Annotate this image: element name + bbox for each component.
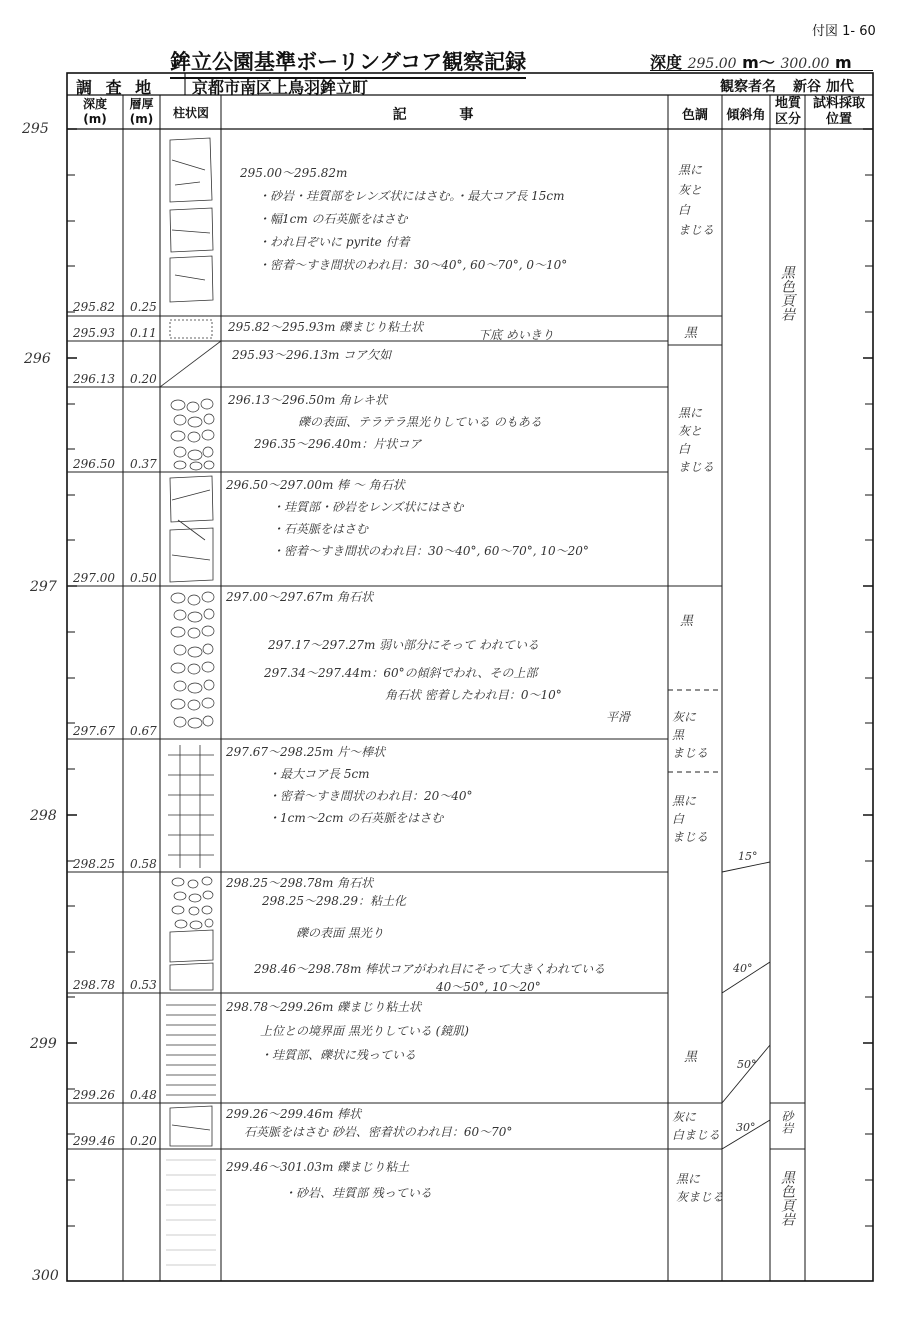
- note-line: ・密着〜すき間状のわれ目：20〜40°: [268, 789, 473, 803]
- note-block: [226, 1105, 512, 1141]
- depth-range-label: 深度: [650, 53, 683, 72]
- layer-depth: 298.25: [73, 857, 115, 871]
- depth-unit-1: m〜: [742, 53, 775, 72]
- site-value: 京都市南区上鳥羽鉾立町: [192, 78, 369, 97]
- header-notes: 記 事: [392, 107, 498, 123]
- layer-thick: 0.20: [130, 372, 157, 386]
- note-line: 299.46〜301.03m 礫まじり粘土: [226, 1160, 410, 1174]
- layer-depth: 298.78: [73, 978, 115, 992]
- note-line: 296.50〜297.00m 棒 〜 角石状: [226, 478, 405, 492]
- scale-label: 295: [22, 121, 49, 137]
- header-thickness: 層厚 (m): [129, 97, 154, 126]
- color-tone: 黒: [684, 1050, 698, 1065]
- note-block: [226, 1154, 432, 1206]
- depth-from: 295.00: [687, 56, 737, 72]
- note-block: [226, 741, 473, 829]
- layer-thick: 0.20: [130, 1134, 157, 1148]
- geology-unit: 砂岩: [780, 1110, 794, 1134]
- layer-thick: 0.48: [130, 1088, 157, 1102]
- header-sample: 試料採取 位置: [812, 96, 865, 127]
- note-line: ・珪質部、礫状に残っている: [260, 1048, 417, 1062]
- observer-label: 観察者名: [720, 79, 776, 95]
- color-tone: [678, 160, 714, 240]
- note-line: 下底 めいきり: [478, 328, 554, 342]
- color-tone: [672, 792, 708, 846]
- dip-label: 15°: [738, 850, 758, 863]
- note-line: 上位との境界面 黒光りしている (鏡肌): [260, 1024, 469, 1038]
- note-block: [226, 474, 589, 562]
- dip-label: 40°: [733, 962, 753, 975]
- depth-scale: [21, 121, 59, 1284]
- note-line: 298.25〜298.29：粘土化: [262, 894, 406, 908]
- page-reference: 付図 1- 60: [812, 24, 876, 39]
- note-line: 296.13〜296.50m 角レキ状: [228, 393, 388, 407]
- scale-label: 299: [30, 1036, 57, 1052]
- note-line: 礫の表面 黒光り: [296, 926, 384, 940]
- note-line: 299.26〜299.46m 棒状: [226, 1107, 362, 1121]
- color-line: 灰と: [678, 424, 703, 438]
- color-line: 白: [678, 442, 691, 456]
- note-line: ・密着〜すき間状のわれ目：30〜40°, 60〜70°, 0〜10°: [258, 258, 568, 272]
- note-block: [240, 162, 567, 277]
- dip-values: [732, 850, 758, 1134]
- layer-thick: 0.50: [130, 571, 157, 585]
- note-line: ・1cm〜2cm の石英脈をはさむ: [268, 811, 444, 825]
- site-label: 調 査 地: [76, 78, 156, 97]
- note-line: 297.17〜297.27m 弱い部分にそって われている: [268, 638, 539, 652]
- geology-unit: 黒色頁岩: [779, 1170, 795, 1226]
- layer-depth: 295.82: [73, 300, 115, 314]
- note-line: ・珪質部・砂岩をレンズ状にはさむ: [272, 500, 464, 514]
- layer-depth: 295.93: [73, 326, 115, 340]
- color-line: まじる: [672, 830, 709, 844]
- color-line: 黒: [672, 728, 685, 742]
- color-line: 白: [672, 812, 685, 826]
- color-line: 白: [678, 203, 691, 217]
- color-line: 灰に: [672, 1110, 697, 1124]
- dip-label: 50°: [737, 1058, 757, 1071]
- note-line: 295.00〜295.82m: [240, 166, 348, 180]
- note-line: 平滑: [606, 710, 631, 724]
- color-tone: [672, 708, 708, 762]
- layer-thick: 0.11: [130, 326, 157, 340]
- scale-label: 297: [30, 579, 57, 595]
- header-geology: 地質 区分: [774, 96, 801, 127]
- color-line: 黒に: [672, 794, 697, 808]
- note-line: ・砂岩、珪質部 残っている: [284, 1186, 432, 1200]
- document-title: 鉾立公園基準ボーリングコア観察記録: [170, 46, 526, 79]
- header-column: 柱状図: [172, 106, 209, 120]
- color-line: 黒に: [678, 406, 703, 420]
- layer-thick: 0.58: [130, 857, 157, 871]
- scale-label: 298: [30, 808, 57, 824]
- header-dip: 傾斜角: [726, 108, 766, 123]
- layer-thick: 0.53: [130, 978, 157, 992]
- layer-depth: 296.50: [73, 457, 115, 471]
- scale-label: 300: [32, 1268, 59, 1284]
- note-line: 297.67〜298.25m 片〜棒状: [226, 745, 386, 759]
- layer-thick: 0.37: [130, 457, 157, 471]
- note-line: ・密着〜すき間状のわれ目：30〜40°, 60〜70°, 10〜20°: [272, 544, 589, 558]
- note-line: ・われ目ぞいに pyrite 付着: [258, 235, 410, 249]
- note-line: 40〜50°, 10〜20°: [436, 980, 541, 994]
- note-line: 礫の表面、テラテラ黒光りしている のもある: [298, 415, 542, 429]
- note-block: [226, 874, 605, 996]
- color-line: 灰まじる: [676, 1190, 725, 1204]
- layer-depth: 297.67: [73, 724, 115, 738]
- layer-values: [72, 300, 157, 1148]
- color-line: 白まじる: [672, 1128, 721, 1142]
- layer-thick: 0.67: [130, 724, 157, 738]
- depth-unit-2: m: [835, 53, 852, 72]
- layer-depth: 297.00: [73, 571, 115, 585]
- note-line: 298.78〜299.26m 礫まじり粘土状: [226, 1000, 422, 1014]
- color-tone: 黒: [684, 326, 698, 341]
- note-line: 295.82〜295.93m 礫まじり粘土状: [228, 320, 424, 334]
- note-line: 298.46〜298.78m 棒状コアがわれ目にそって大きくわれている: [254, 962, 606, 976]
- color-line: 灰と: [678, 183, 703, 197]
- color-line: まじる: [672, 746, 709, 760]
- scale-label: 296: [24, 351, 51, 367]
- color-line: 黒に: [678, 163, 703, 177]
- core-column-drawing: [160, 138, 221, 1265]
- note-line: ・幅1cm の石英脈をはさむ: [258, 212, 408, 226]
- note-line: 角石状 密着したわれ目：0〜10°: [385, 688, 562, 702]
- note-line: 石英脈をはさむ 砂岩、密着状のわれ目：60〜70°: [244, 1125, 513, 1139]
- note-line: ・最大コア長 5cm: [268, 767, 370, 781]
- color-line: 灰に: [672, 710, 697, 724]
- note-line: 298.25〜298.78m 角石状: [226, 876, 374, 890]
- color-tone: [672, 1108, 720, 1144]
- note-line: 297.00〜297.67m 角石状: [226, 590, 374, 604]
- layer-depth: 299.46: [73, 1134, 115, 1148]
- geology-unit: 黒色頁岩: [779, 265, 795, 321]
- note-line: ・砂岩・珪質部をレンズ状にはさむ。・最大コア長 15cm: [258, 189, 565, 203]
- layer-thick: 0.25: [130, 300, 157, 314]
- note-line: ・石英脈をはさむ: [272, 522, 369, 536]
- note-line: 295.93〜296.13m コア欠如: [232, 348, 392, 362]
- layer-depth: 299.26: [73, 1088, 115, 1102]
- color-tone: 黒: [680, 614, 694, 629]
- dip-label: 30°: [736, 1121, 756, 1134]
- color-line: まじる: [678, 460, 715, 474]
- note-line: 297.34〜297.44m：60°の傾斜でわれ、その上部: [264, 666, 538, 680]
- note-block: [226, 995, 469, 1067]
- color-line: まじる: [678, 223, 715, 237]
- color-tone: [678, 404, 714, 476]
- observer-value: 新谷 加代: [793, 79, 854, 95]
- note-line: 296.35〜296.40m：片状コア: [254, 437, 422, 451]
- note-block: [228, 389, 542, 455]
- layer-depth: 296.13: [73, 372, 115, 386]
- header-color: 色調: [681, 108, 708, 123]
- color-line: 黒に: [676, 1172, 701, 1186]
- depth-to: 300.00: [780, 56, 830, 72]
- header-depth: 深度 (m): [82, 97, 107, 126]
- color-tone: [676, 1170, 724, 1206]
